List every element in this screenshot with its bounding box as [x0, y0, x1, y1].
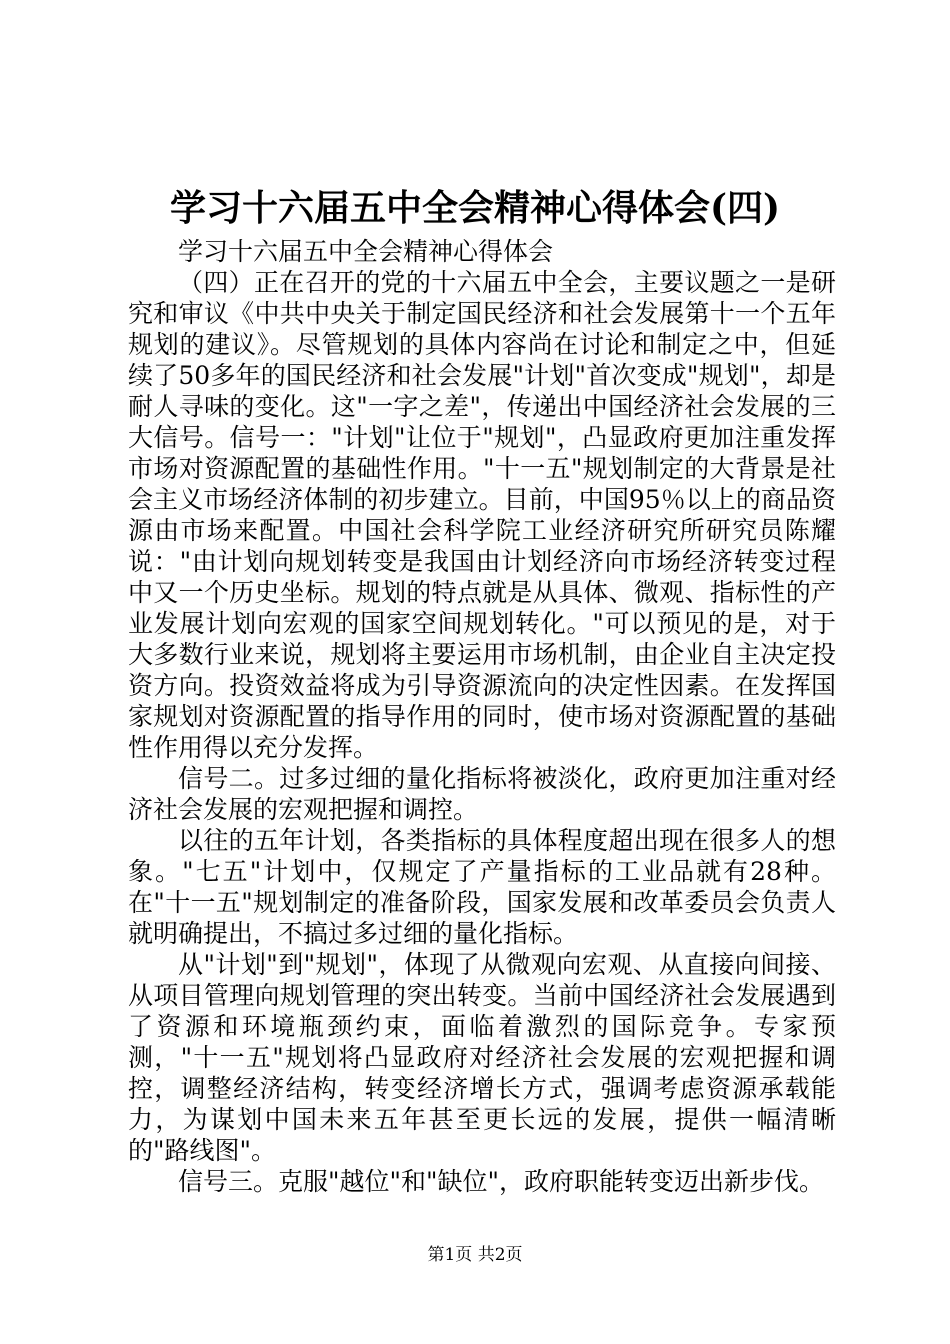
paragraph-subtitle: 学习十六届五中全会精神心得体会 [178, 237, 554, 266]
paragraph-plan-to-planning: 从"计划"到"规划"，体现了从微观向宏观、从直接向间接、从项目管理向规划管理的突出转变。当前中国经济社会发展遇到了资源和环境瓶颈约束，面临着激烈的国际竞争。专家预测，"十一五"规划将凸显政府对经济社会发展的宏观把握和调控，调整经济结构，转变经济增长方式，强调考虑资源承载能力，为谋划中国未来五年甚至更长远的发展，提供一幅清晰的"路线图"。 [128, 950, 836, 1165]
page-footer: 第1页 共2页 [427, 1245, 523, 1265]
paragraph-signal-two: 信号二。过多过细的量化指标将被淡化，政府更加注重对经济社会发展的宏观把握和调控。 [128, 764, 836, 824]
document-title: 学习十六届五中全会精神心得体会(四) [169, 187, 781, 229]
paragraph-signal-three: 信号三。克服"越位"和"缺位"，政府职能转变迈出新步伐。 [178, 1167, 824, 1196]
paragraph-past-plans: 以往的五年计划，各类指标的具体程度超出现在很多人的想象。"七五"计划中，仅规定了产量指标的工业品就有28种。在"十一五"规划制定的准备阶段，国家发展和改革委员会负责人就明确提出，不搞过多过细的量化指标。 [128, 826, 836, 948]
paragraph-signal-one: （四）正在召开的党的十六届五中全会，主要议题之一是研究和审议《中共中央关于制定国民经济和社会发展第十一个五年规划的建议》。尽管规划的具体内容尚在讨论和制定之中，但延续了50多年的国民经济和社会发展"计划"首次变成"规划"，却是耐人寻味的变化。这"一字之差"，传递出中国经济社会发展的三大信号。信号一："计划"让位于"规划"，凸显政府更加注重发挥市场对资源配置的基础性作用。"十一五"规划制定的大背景是社会主义市场经济体制的初步建立。目前，中国95％以上的商品资源由市场来配置。中国社会科学院工业经济研究所研究员陈耀说："由计划向规划转变是我国由计划经济向市场经济转变过程中又一个历史坐标。规划的特点就是从具体、微观、指标性的产业发展计划向宏观的国家空间规划转化。"可以预见的是，对于大多数行业来说，规划将主要运用市场机制，由企业自主决定投资方向。投资效益将成为引导资源流向的决定性因素。在发挥国家规划对资源配置的指导作用的同时，使市场对资源配置的基础性作用得以充分发挥。 [128, 268, 836, 762]
document-body [128, 236, 836, 1197]
